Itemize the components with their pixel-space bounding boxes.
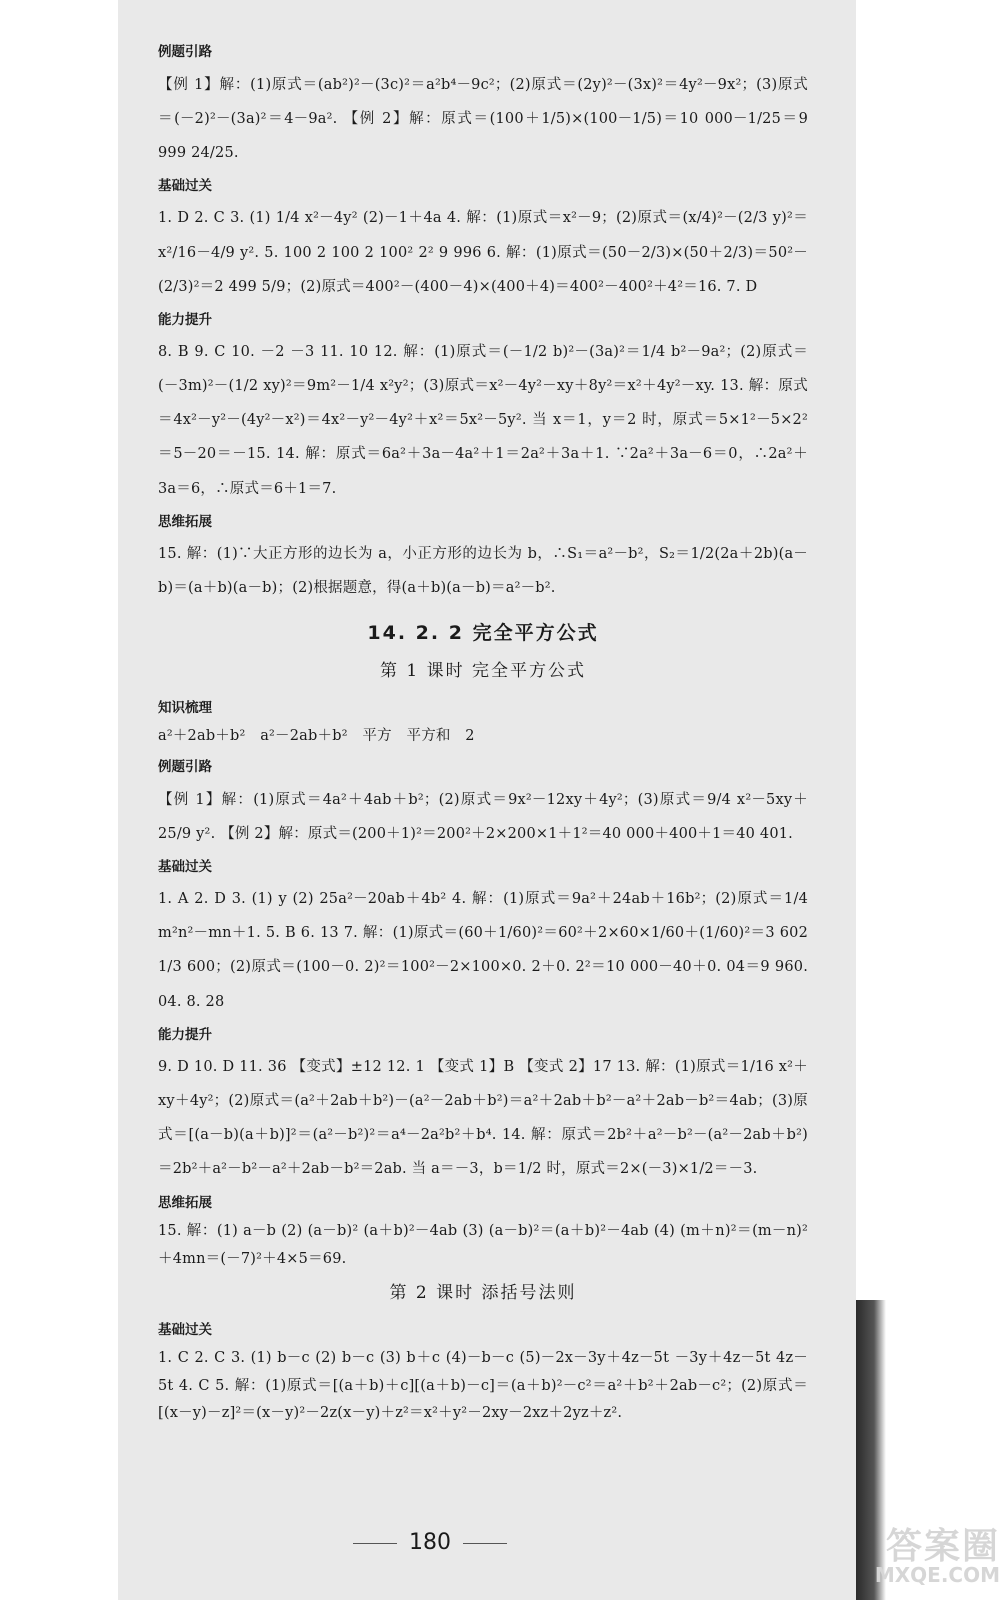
answer-paragraph: 8. B 9. C 10. －2 －3 11. 10 12. 解：(1)原式＝(－1/2 b)²－(3a)²＝1/4 b²－9a²；(2)原式＝(－3m)²－(1/2 xy)²＝9m²－1/4 x²y²；(3)原式＝x²－4y²－xy＋8y²＝x²＋4y²－xy. 13. 解：原式＝4x²－y²－(4y²－x²)＝4x²－y²－4y²＋x²＝5x²－5y². 当 x＝1，y＝2 时，原式＝5×1²－5×2²＝5－20＝－15. 14. 解：原式＝6a²＋3a－4a²＋1＝2a²＋3a＋1. ∵2a²＋3a－6＝0，∴2a²＋3a＝6，∴原式＝6＋1＝7. <box>158 344 808 497</box>
page-number <box>340 1530 520 1555</box>
section-heading: 基础过关 <box>158 858 212 875</box>
section-heading: 例题引路 <box>158 758 212 775</box>
section-heading: 基础过关 <box>158 177 212 194</box>
section-title: 14. 2. 2 完全平方公式 <box>367 622 599 645</box>
answer-paragraph: 1. A 2. D 3. (1) y (2) 25a²－20ab＋4b² 4. 解：(1)原式＝9a²＋24ab＋16b²；(2)原式＝1/4 m²n²－mn＋1. 5. B 6. 13 7. 解：(1)原式＝(60＋1/60)²＝60²＋2×60×1/60＋(1/60)²＝3 602 1/3 600；(2)原式＝(100－0. 2)²＝100²－2×100×0. 2＋0. 2²＝10 000－40＋0. 04＝9 960. 04. 8. 28 <box>158 891 808 1010</box>
watermark-logo <box>830 1518 1000 1598</box>
section-heading: 能力提升 <box>158 311 212 328</box>
section-heading: 思维拓展 <box>158 1194 212 1211</box>
answer-paragraph: 【例 1】解：(1)原式＝(ab²)²－(3c)²＝a²b⁴－9c²；(2)原式＝(2y)²－(3x)²＝4y²－9x²；(3)原式＝(－2)²－(3a)²＝4－9a². 【例 2】解：原式＝(100＋1/5)×(100－1/5)＝10 000－1/25＝9 999 24/25. <box>158 76 808 161</box>
answer-paragraph: 15. 解：(1)∵大正方形的边长为 a，小正方形的边长为 b，∴S₁＝a²－b²，S₂＝1/2(2a＋2b)(a－b)＝(a＋b)(a－b)；(2)根据题意，得(a＋b)(a－b)＝a²－b². <box>158 546 808 597</box>
answer-paragraph: a²＋2ab＋b² a²－2ab＋b² 平方 平方和 2 <box>158 728 475 745</box>
watermark-url: MXQE.COM <box>874 1563 1000 1587</box>
lesson-title: 第 2 课时 添括号法则 <box>389 1283 577 1304</box>
lesson-title: 第 1 课时 完全平方公式 <box>379 661 587 682</box>
section-heading: 思维拓展 <box>158 513 212 530</box>
answer-paragraph: 9. D 10. D 11. 36 【变式】±12 12. 1 【变式 1】B 【变式 2】17 13. 解：(1)原式＝1/16 x²＋xy＋4y²；(2)原式＝(a²＋2ab＋b²)－(a²－2ab＋b²)＝a²＋2ab＋b²－a²＋2ab－b²＝4ab；(3)原式＝[(a－b)(a＋b)]²＝(a²－b²)²＝a⁴－2a²b²＋b⁴. 14. 解：原式＝2b²＋a²－b²－(a²－2ab＋b²)＝2b²＋a²－b²－a²＋2ab－b²＝2ab. 当 a＝－3，b＝1/2 时，原式＝2×(－3)×1/2＝－3. <box>158 1059 808 1178</box>
answer-paragraph: 1. C 2. C 3. (1) b－c (2) b－c (3) b＋c (4)－b－c (5)－2x－3y＋4z－5t －3y＋4z－5t 4z－5t 4. C 5. 解：(1)原式＝[(a＋b)＋c][(a＋b)－c]＝(a＋b)²－c²＝a²＋b²＋2ab－c²；(2)原式＝[(x－y)－z]²＝(x－y)²－2z(x－y)＋z²＝x²＋y²－2xy－2xz＋2yz＋z². <box>158 1350 808 1422</box>
page-margin-left <box>0 0 118 1600</box>
page-number-value: 180 <box>409 1530 451 1555</box>
answer-paragraph: 15. 解：(1) a－b (2) (a－b)² (a＋b)²－4ab (3) (a－b)²＝(a＋b)²－4ab (4) (m＋n)²＝(m－n)²＋4mn＝(－7)²＋4×5＝69. <box>158 1223 808 1267</box>
answer-paragraph: 【例 1】解：(1)原式＝4a²＋4ab＋b²；(2)原式＝9x²－12xy＋4y²；(3)原式＝9/4 x²－5xy＋25/9 y². 【例 2】解：原式＝(200＋1)²＝200²＋2×200×1＋1²＝40 000＋400＋1＝40 401. <box>158 791 808 842</box>
section-heading: 能力提升 <box>158 1026 212 1043</box>
section-heading: 基础过关 <box>158 1321 212 1338</box>
section-heading: 知识梳理 <box>158 699 212 716</box>
answer-content <box>158 36 808 1432</box>
answer-paragraph: 1. D 2. C 3. (1) 1/4 x²－4y² (2)－1＋4a 4. 解：(1)原式＝x²－9；(2)原式＝(x/4)²－(2/3 y)²＝x²/16－4/9 y². 5. 100 2 100 2 100² 2² 9 996 6. 解：(1)原式＝(50－2/3)×(50＋2/3)＝50²－(2/3)²＝2 499 5/9；(2)原式＝400²－(400－4)×(400＋4)＝400²－400²＋4²＝16. 7. D <box>158 210 808 295</box>
section-heading: 例题引路 <box>158 44 212 60</box>
watermark-text: 答案圈 <box>885 1526 1000 1567</box>
page-number-dash-right <box>463 1543 507 1544</box>
page-number-dash-left <box>353 1543 397 1544</box>
